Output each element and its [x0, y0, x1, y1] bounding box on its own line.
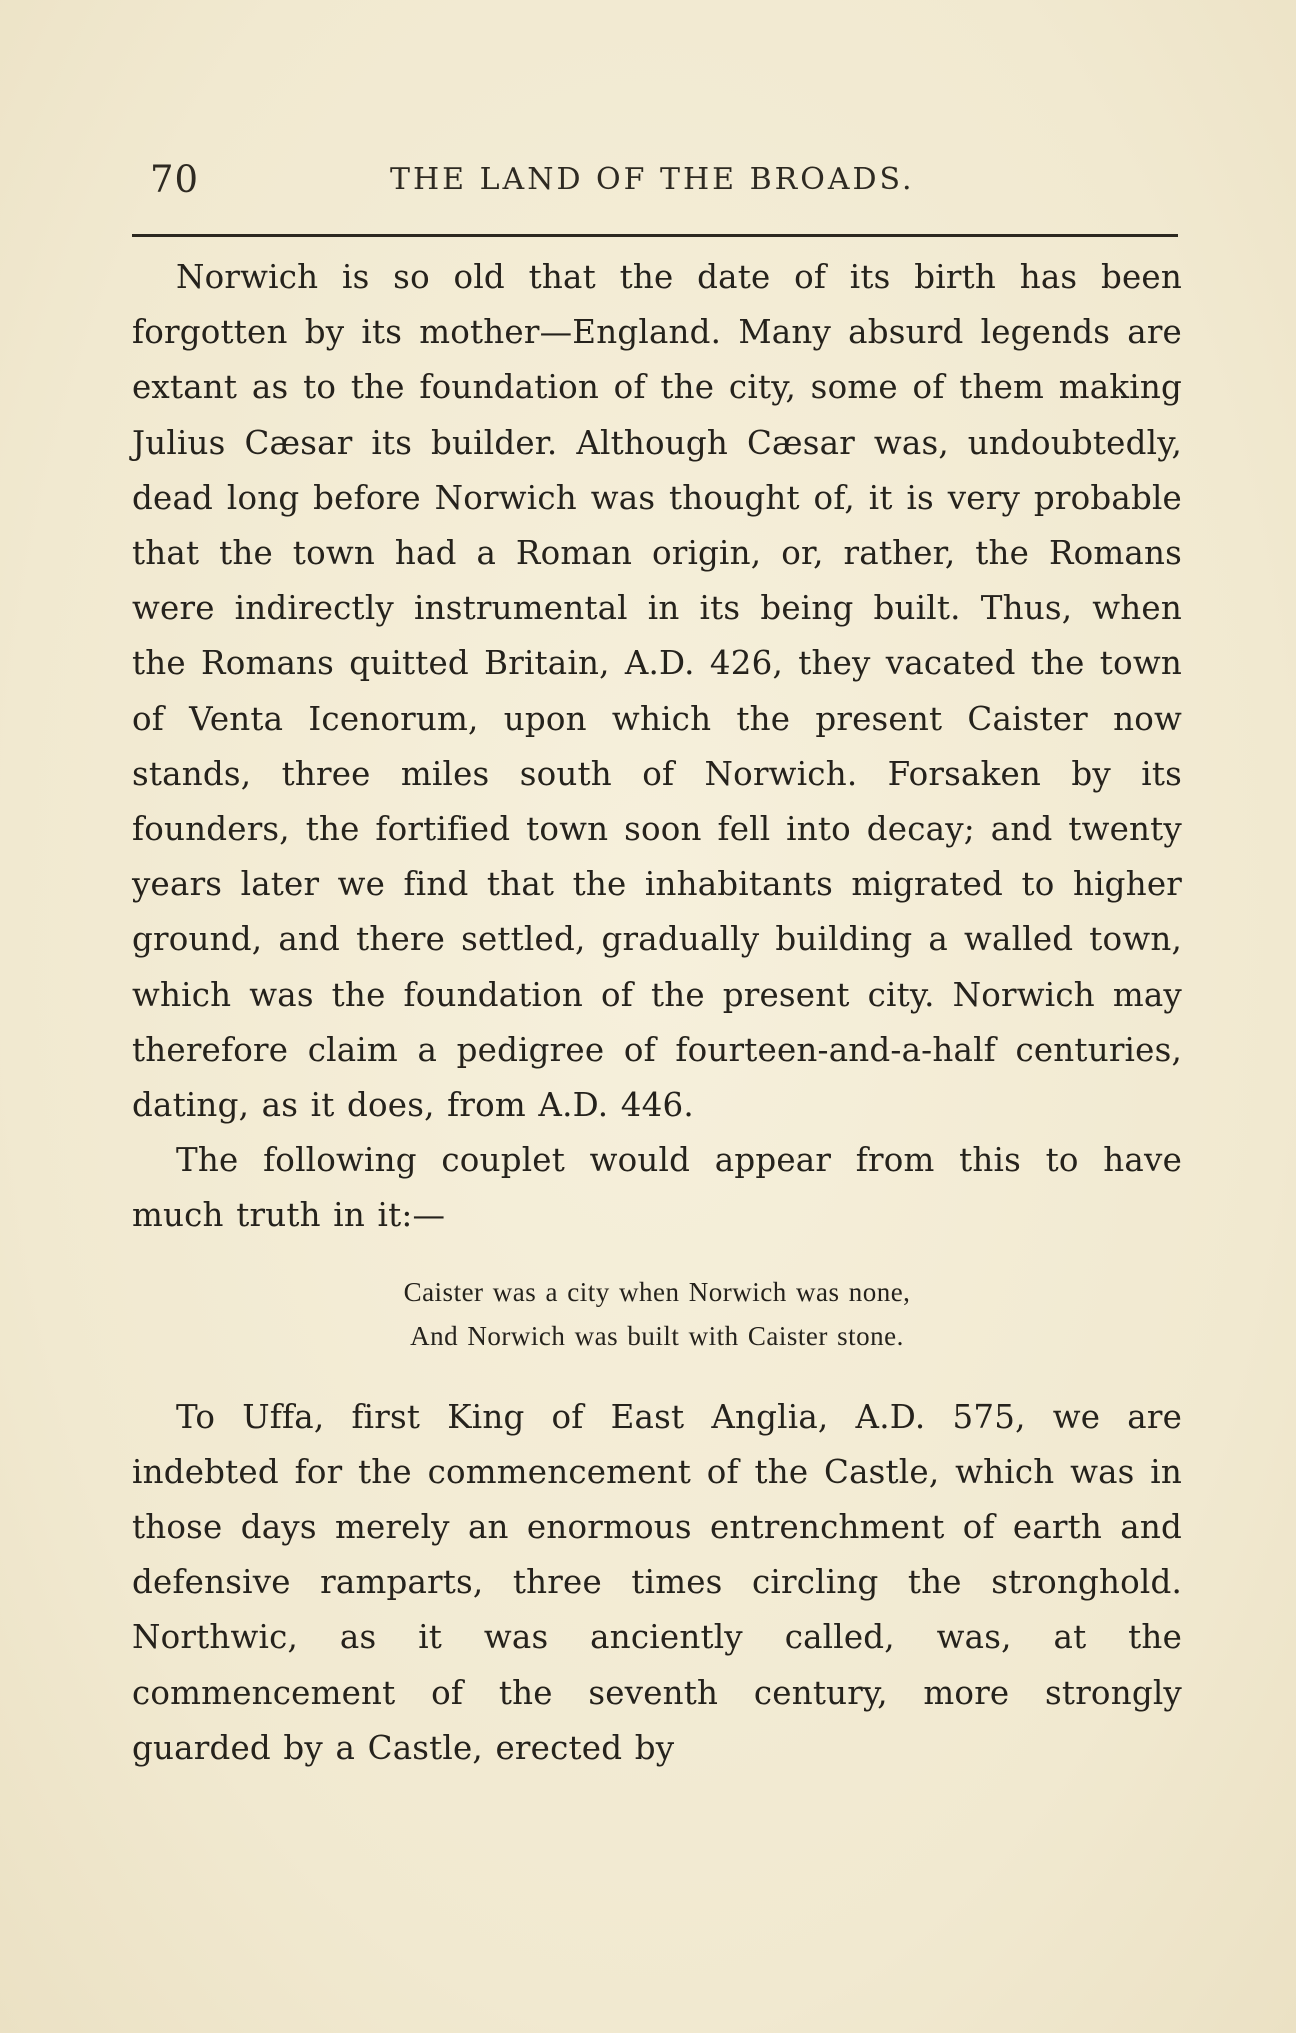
running-header [150, 158, 1180, 208]
running-title: THE LAND OF THE BROADS. [390, 162, 915, 197]
header-rule [132, 234, 1178, 237]
couplet [132, 1270, 1182, 1358]
couplet-line-1: Caister was a city when Norwich was none, [403, 1276, 911, 1307]
paragraph-2: The following couplet would appear from this to have much truth in it:— [132, 1141, 1182, 1235]
page-number: 70 [150, 158, 200, 201]
paragraph-1: Norwich is so old that the date of its birth has been forgotten by its mother—England. Many absurd legends are extant as to the foundation of the city, some of them making Julius Cæsar its builder. Although Cæsar was, undoubtedly, dead long before Norwich was thought of, it is very probable that the town had a Roman origin, or, rather, the Romans were indirectly instrumental in its being built. Thus, when the Romans quitted Britain, A.D. 426, they vacated the town of Venta Icenorum, upon which the present Caister now stands, three miles south of Norwich. Forsaken by its founders, the fortified town soon fell into decay; and twenty years later we find that the inhabitants migrated to higher ground, and there settled, gradually building a walled town, which was the foundation of the present city. Norwich may therefore claim a pedigree of fourteen-and-a-half centuries, dating, as it does, from A.D. 446. [132, 258, 1182, 1125]
paragraph-3: To Uffa, first King of East Anglia, A.D. 575, we are indebted for the commencement of the Castle, which was in those days merely an enormous entrenchment of earth and defensive ramparts, three times circling the stronghold. Northwic, as it was anciently called, was, at the commencement of the seventh century, more strongly guarded by a Castle, erected by [132, 1397, 1182, 1767]
couplet-line-2: And Norwich was built with Caister stone. [410, 1320, 904, 1351]
body-text [132, 250, 1182, 1776]
